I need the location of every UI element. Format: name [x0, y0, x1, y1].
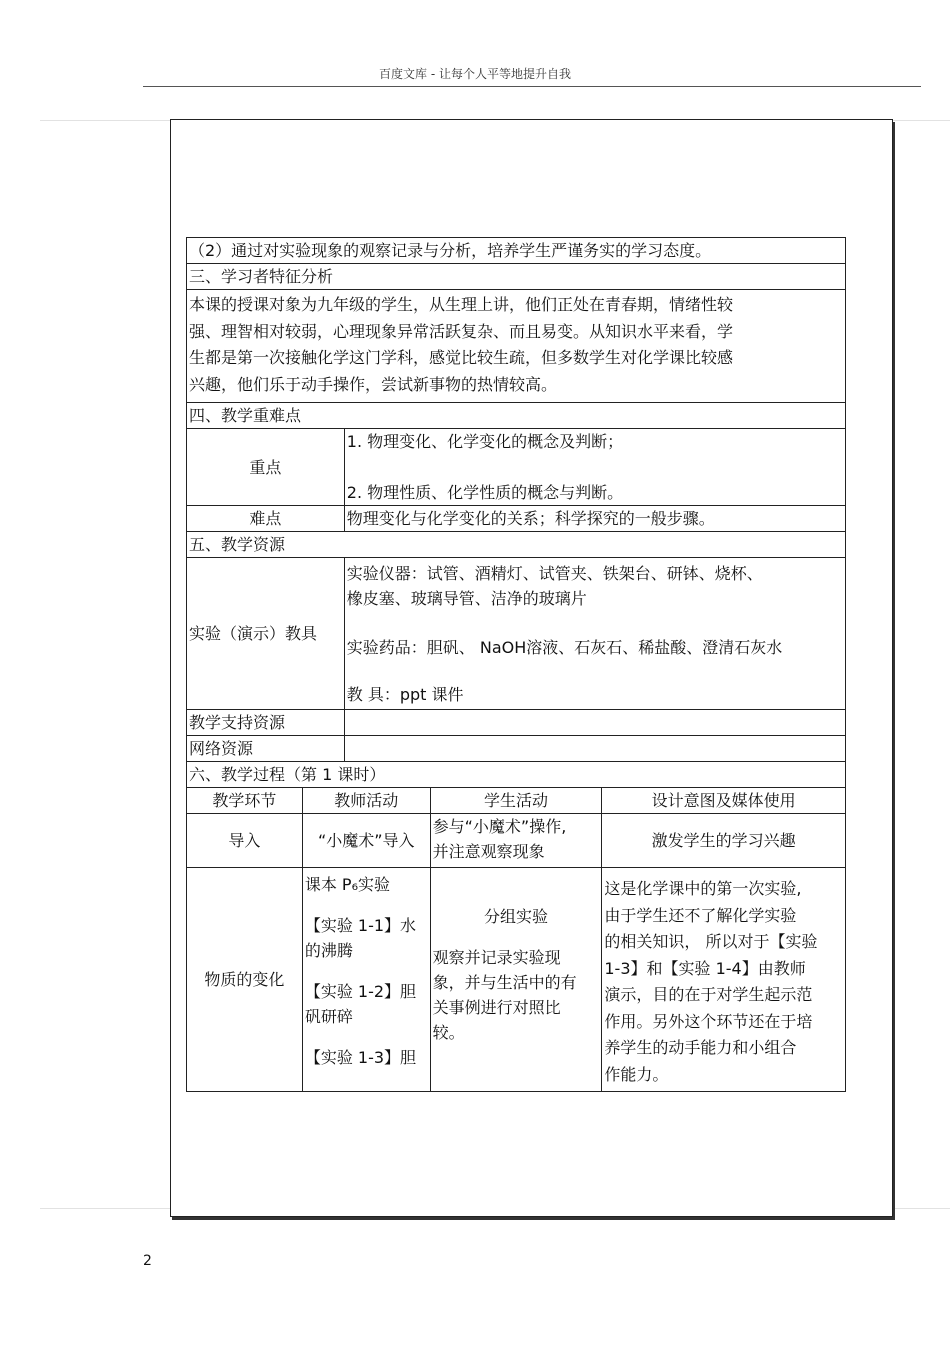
equipment-line: 实验仪器：试管、酒精灯、试管夹、铁架台、研钵、烧杯、 [346, 564, 763, 583]
student-line: 观察并记录实验现 [432, 948, 561, 967]
design-line: 养学生的动手能力和小组合 [604, 1038, 797, 1057]
equipment-content [344, 558, 845, 710]
teacher-line: 的沸腾 [304, 941, 353, 960]
section-3-title: 三、学习者特征分析 [187, 264, 846, 290]
row1-stage: 导入 [187, 814, 303, 868]
row2-stage: 物质的变化 [187, 868, 303, 1092]
network-resource-label: 网络资源 [187, 736, 345, 762]
col-design: 设计意图及媒体使用 [602, 788, 846, 814]
design-line: 1-3】和【实验 1-4】由教师 [604, 958, 806, 978]
teacher-line: 【实验 1-2】胆 [304, 982, 417, 1001]
goal-2: （2）通过对实验现象的观察记录与分析，培养学生严谨务实的学习态度。 [187, 238, 846, 264]
learner-line: 生都是第一次接触化学这门学科，感觉比较生疏，但多数学生对化学课比较感 [189, 348, 734, 367]
section-6-title: 六、教学过程（第 1 课时） [187, 762, 846, 788]
key-item-2: 2. 物理性质、化学性质的概念与判断。 [346, 483, 624, 502]
teacher-line: 【实验 1-3】胆 [304, 1048, 417, 1067]
row1-teacher: “小魔术”导入 [302, 814, 430, 868]
lesson-plan-table [186, 237, 846, 1092]
student-line: 关事例进行对照比 [432, 998, 561, 1017]
reagent-line: 实验药品：胆矾、 NaOH溶液、石灰石、稀盐酸、澄清石灰水 [346, 638, 783, 657]
student-line: 象，并与生活中的有 [432, 973, 577, 992]
row1-student-line: 参与“小魔术”操作, [432, 817, 567, 836]
key-point-content [344, 429, 845, 506]
row1-student [430, 814, 602, 868]
col-student: 学生活动 [430, 788, 602, 814]
section-4-title: 四、教学重难点 [187, 403, 846, 429]
teacher-line: 矾研碎 [304, 1007, 353, 1026]
col-teacher: 教师活动 [302, 788, 430, 814]
learner-analysis [187, 290, 846, 403]
design-line: 由于学生还不了解化学实验 [604, 905, 797, 925]
design-line: 演示，目的在于对学生起示范 [604, 985, 813, 1004]
teacher-line: 【实验 1-1】水 [304, 916, 417, 935]
learner-line: 强、理智相对较弱，心理现象异常活跃复杂、而且易变。从知识水平来看，学 [189, 321, 734, 341]
teacher-line: 课本 P₆实验 [304, 875, 390, 894]
group-experiment: 分组实验 [484, 907, 549, 926]
row2-teacher [302, 868, 430, 1092]
section-5-title: 五、教学资源 [187, 532, 846, 558]
learner-line: 本课的授课对象为九年级的学生，从生理上讲，他们正处在青春期，情绪性较 [189, 295, 734, 314]
equipment-line: 橡皮塞、玻璃导管、洁净的玻璃片 [346, 589, 587, 608]
col-stage: 教学环节 [187, 788, 303, 814]
page-header: 百度文库 - 让每个人平等地提升自我 [379, 67, 571, 81]
row2-design [602, 868, 846, 1092]
design-line: 的相关知识， 所以对于【实验 [604, 932, 818, 951]
header-rule [143, 86, 921, 87]
design-line: 作用。另外这个环节还在于培 [604, 1011, 813, 1031]
learner-line: 兴趣，他们乐于动手操作，尝试新事物的热情较高。 [189, 374, 558, 394]
key-item-1: 1. 物理变化、化学变化的概念及判断； [346, 432, 624, 451]
row1-design: 激发学生的学习兴趣 [602, 814, 846, 868]
design-line: 这是化学课中的第一次实验, [604, 879, 802, 898]
support-resource-label: 教学支持资源 [187, 710, 345, 736]
support-resource-value [344, 710, 845, 736]
network-resource-value [344, 736, 845, 762]
student-line: 较。 [432, 1023, 465, 1042]
equipment-label: 实验（演示）教具 [187, 558, 345, 710]
page-number: 2 [143, 1253, 152, 1269]
difficulty-content: 物理变化与化学变化的关系；科学探究的一般步骤。 [344, 506, 845, 532]
design-line: 作能力。 [604, 1064, 669, 1084]
tool-line: 教 具：ppt 课件 [346, 685, 464, 704]
row2-student [430, 868, 602, 1092]
key-point-label: 重点 [187, 429, 345, 506]
difficulty-label: 难点 [187, 506, 345, 532]
row1-student-line: 并注意观察现象 [432, 842, 545, 861]
